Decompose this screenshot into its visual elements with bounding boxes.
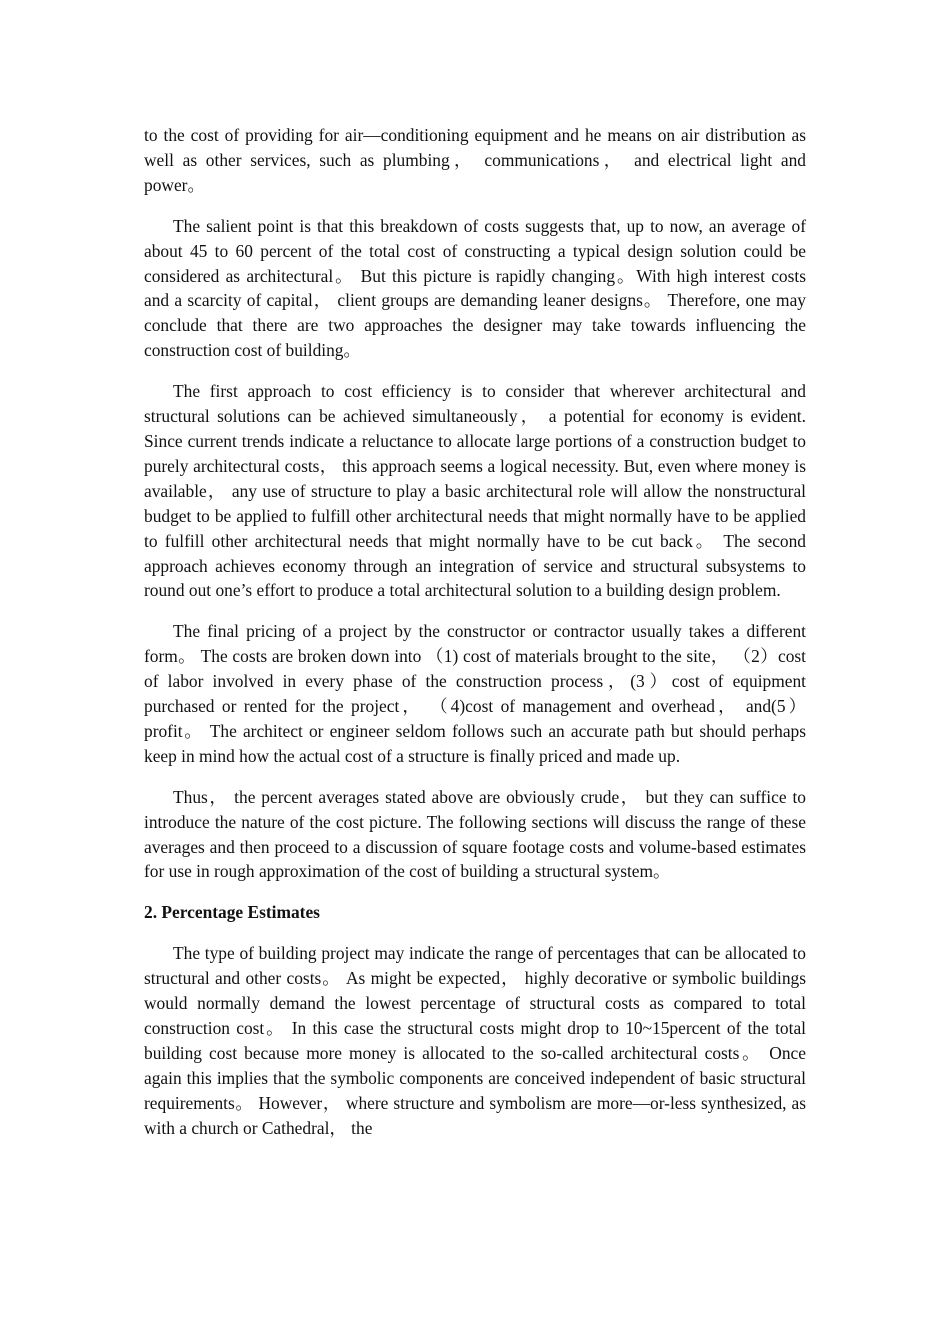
document-page <box>144 123 806 1157</box>
paragraph-percent-averages: Thus， the percent averages stated above are obviously crude， but they can suffice to introduce the nature of the cost picture. The following sections will discuss the range of these averages and then proceed to a discussion of square footage costs and volume-based estimates for use in rough approximation of the cost of building a structural system。 <box>144 786 806 882</box>
paragraph-building-type: The type of building project may indicate the range of percentages that can be allocated to structural and other costs。 As might be expected， highly decorative or symbolic buildings would normally demand the lowest percentage of structural costs as compared to total construction cost。 In this case the structural costs might drop to 10~15percent of the total building cost because more money is allocated to the so-called architectural costs。 Once again this implies that the symbolic components are conceived independent of basic structural requirements。 However， where structure and symbolism are more—or-less synthesized, as with a church or Cathedral， the <box>144 943 806 1138</box>
paragraph-continuation: to the cost of providing for air—conditioning equipment and he means on air distribution as well as other services, such as plumbing， communications， and electrical light and power。 <box>144 125 806 195</box>
paragraph-final-pricing: The final pricing of a project by the constructor or contractor usually takes a different form。 The costs are broken down into （1) cost of materials brought to the site， （2）cost of labor involved in every phase of the construction process，(3）cost of equipment purchased or rented for the project， （4)cost of management and overhead， and(5） profit。 The architect or engineer seldom follows such an accurate path but should perhaps keep in mind how the actual cost of a structure is finally priced and made up. <box>144 621 806 766</box>
paragraph-first-approach: The first approach to cost efficiency is to consider that wherever architectural and structural solutions can be achieved simultaneously， a potential for economy is evident. Since current trends indicate a reluctance to allocate large portions of a construction budget to purely architectural costs， this approach seems a logical necessity. But, even where money is available， any use of structure to play a basic architectural role will allow the nonstructural budget to be applied to fulfill other architectural needs that might normally have to be applied to fulfill other architectural needs that might normally have to be cut back。 The second approach achieves economy through an integration of service and structural subsystems to round out one’s effort to produce a total architectural solution to a building design problem. <box>144 381 806 601</box>
paragraph-salient-point: The salient point is that this breakdown of costs suggests that, up to now, an average of about 45 to 60 percent of the total cost of constructing a typical design solution could be considered as architectural。 But this picture is rapidly changing。With high interest costs and a scarcity of capital， client groups are demanding leaner designs。 Therefore, one may conclude that there are two approaches the designer may take towards influencing the construction cost of building。 <box>144 215 806 361</box>
section-heading-percentage-estimates: 2. Percentage Estimates <box>144 902 320 923</box>
